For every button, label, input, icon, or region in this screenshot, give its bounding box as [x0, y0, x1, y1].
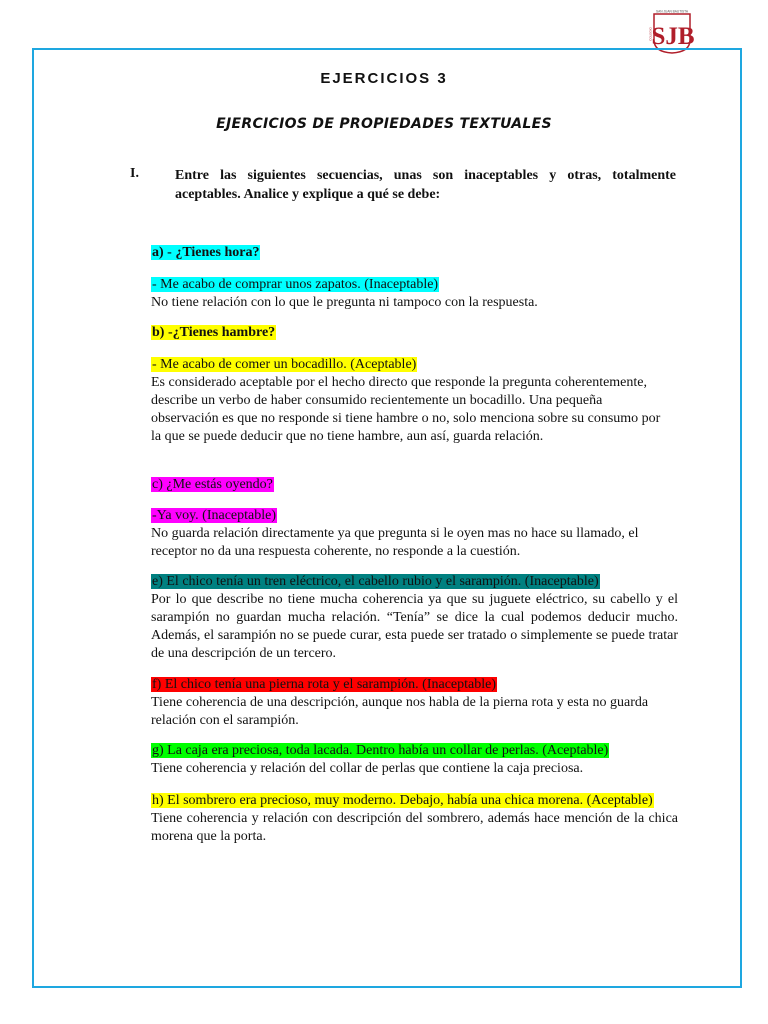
- answer-b: - Me acabo de comer un bocadillo. (Aceptable): [152, 357, 417, 372]
- section-instruction: Entre las siguientes secuencias, unas son inaceptables y otras, totalmente aceptables. Analice y explique a qué se debe:: [175, 168, 676, 202]
- statement-e: e) El chico tenía un tren eléctrico, el cabello rubio y el sarampión. (Inaceptable): [152, 574, 599, 589]
- statement-g: g) La caja era preciosa, toda lacada. Dentro había un collar de perlas. (Aceptable): [152, 743, 609, 758]
- explanation-e: Por lo que describe no tiene mucha coherencia ya que su juguete eléctrico, su cabello y el sarampión no guardan mucha relación. “Tenía” se dice la cual podemos deducir mucho. Además, el sarampión no se puede curar, esta puede ser tratado o simplemente se puede tratar de una descripción de un tercero.: [151, 592, 678, 661]
- question-b: b) -¿Tienes hambre?: [152, 325, 276, 340]
- exercise-g: [151, 742, 678, 778]
- statement-h: h) El sombrero era precioso, muy moderno. Debajo, había una chica morena. (Aceptable): [152, 793, 653, 808]
- explanation-h: Tiene coherencia y relación con descripción del sombrero, además hace mención de la chica morena que la porta.: [151, 811, 678, 844]
- exercise-e: [151, 573, 678, 663]
- explanation-f: Tiene coherencia de una descripción, aunque nos habla de la pierna rota y esta no guarda relación con el sarampión.: [151, 695, 649, 728]
- page-title: EJERCICIOS 3: [320, 70, 448, 87]
- exercise-a: [151, 244, 678, 262]
- answer-c: -Ya voy. (Inaceptable): [152, 508, 277, 523]
- statement-f: f) El chico tenía una pierna rota y el sarampión. (Inaceptable): [152, 677, 497, 692]
- answer-a: - Me acabo de comprar unos zapatos. (Inaceptable): [152, 277, 439, 292]
- logo-letters: SJB: [651, 23, 695, 50]
- page-subtitle: EJERCICIOS DE PROPIEDADES TEXTUALES: [216, 116, 552, 132]
- exercise-a-answer-block: [151, 276, 678, 312]
- section-number: I.: [130, 166, 139, 181]
- question-a: a) - ¿Tienes hora?: [152, 245, 260, 260]
- explanation-a: No tiene relación con lo que le pregunta ni tampoco con la respuesta.: [151, 295, 538, 310]
- exercise-f: [151, 676, 678, 730]
- explanation-g: Tiene coherencia y relación del collar de perlas que contiene la caja preciosa.: [151, 761, 584, 776]
- explanation-b: Es considerado aceptable por el hecho directo que responde la pregunta coherentemente, describe un verbo de haber consumido recientemente un bocadillo. Una pequeña observación es que no responde si tiene hambre o no, solo menciona sobre su consumo por la que se puede deducir que no tiene hambre, aun así, guarda relación.: [151, 375, 661, 444]
- exercise-h: [151, 792, 678, 846]
- logo-side-text: COLEGIO: [648, 27, 653, 41]
- explanation-c: No guarda relación directamente ya que pregunta si le oyen mas no hace su llamado, el receptor no da una respuesta coherente, no responde a la cuestión.: [151, 526, 639, 559]
- exercise-c: [151, 476, 678, 494]
- exercise-b-answer-block: [151, 356, 678, 446]
- logo-top-text: SAN JUAN BAUTISTA: [656, 9, 688, 14]
- exercise-c-answer-block: [151, 507, 678, 561]
- question-c: c) ¿Me estás oyendo?: [152, 477, 273, 492]
- exercise-b: [151, 324, 678, 342]
